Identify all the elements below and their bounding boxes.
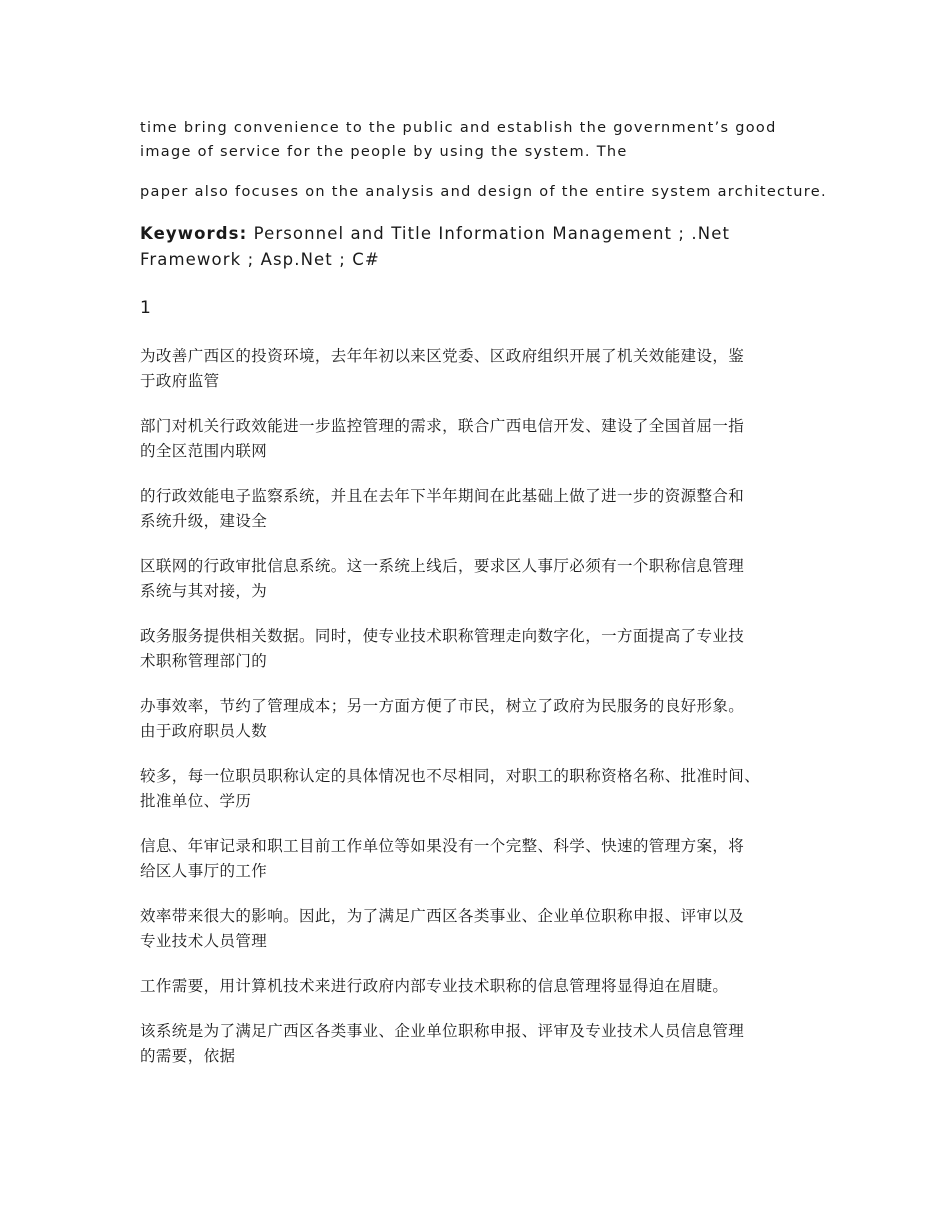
body-line: 办事效率，节约了管理成本；另一方面方便了市民，树立了政府为民服务的良好形象。 <box>140 697 745 715</box>
body-line: 术职称管理部门的 <box>140 652 268 670</box>
document-page <box>140 116 827 1069</box>
body-paragraph <box>140 974 812 999</box>
body-line: 于政府监管 <box>140 372 220 390</box>
keywords-label: Keywords: <box>140 224 248 243</box>
abstract-paragraph-1 <box>140 116 812 164</box>
abstract-line: time bring convenience to the public and establish the government’s good <box>140 120 777 136</box>
body-line: 的行政效能电子监察系统，并且在去年下半年期间在此基础上做了进一步的资源整合和 <box>140 487 745 505</box>
page-number: 1 <box>140 298 151 318</box>
body-line: 区联网的行政审批信息系统。这一系统上线后，要求区人事厅必须有一个职称信息管理 <box>140 557 745 575</box>
body-paragraph <box>140 904 812 954</box>
body-paragraph <box>140 694 812 744</box>
body-paragraph <box>140 1019 812 1069</box>
abstract-paragraph-2 <box>140 180 827 204</box>
body-line: 系统与其对接，为 <box>140 582 268 600</box>
keywords-block <box>140 221 812 273</box>
body-line: 批准单位、学历 <box>140 792 252 810</box>
body-line: 系统升级，建设全 <box>140 512 268 530</box>
body-paragraph <box>140 554 812 604</box>
body-line: 专业技术人员管理 <box>140 932 268 950</box>
body-line: 的全区范围内联网 <box>140 442 268 460</box>
body-paragraph <box>140 484 812 534</box>
body-line: 为改善广西区的投资环境，去年年初以来区党委、区政府组织开展了机关效能建设，鉴 <box>140 347 745 365</box>
body-paragraph <box>140 414 812 464</box>
body-line: 该系统是为了满足广西区各类事业、企业单位职称申报、评审及专业技术人员信息管理 <box>140 1022 745 1040</box>
keywords-text: Personnel and Title Information Management ; .Net <box>247 224 731 243</box>
keywords-line: Framework ; Asp.Net ; C# <box>140 250 380 269</box>
body-paragraph <box>140 834 812 884</box>
body-line: 政务服务提供相关数据。同时，使专业技术职称管理走向数字化，一方面提高了专业技 <box>140 627 745 645</box>
body-text <box>140 344 812 1069</box>
body-line: 较多，每一位职员职称认定的具体情况也不尽相同，对职工的职称资格名称、批准时间、 <box>140 767 761 785</box>
body-line: 的需要，依据 <box>140 1047 236 1065</box>
abstract-line: image of service for the people by using the system. The <box>140 144 628 160</box>
body-line: 工作需要，用计算机技术来进行政府内部专业技术职称的信息管理将显得迫在眉睫。 <box>140 977 729 995</box>
body-paragraph <box>140 624 812 674</box>
body-line: 给区人事厅的工作 <box>140 862 268 880</box>
body-paragraph <box>140 764 812 814</box>
body-line: 信息、年审记录和职工目前工作单位等如果没有一个完整、科学、快速的管理方案，将 <box>140 837 745 855</box>
body-line: 效率带来很大的影响。因此，为了满足广西区各类事业、企业单位职称申报、评审以及 <box>140 907 745 925</box>
keywords-line <box>140 221 812 247</box>
body-line: 部门对机关行政效能进一步监控管理的需求，联合广西电信开发、建设了全国首屈一指 <box>140 417 745 435</box>
body-paragraph <box>140 344 812 394</box>
abstract-line: paper also focuses on the analysis and design of the entire system architecture. <box>140 184 827 200</box>
body-line: 由于政府职员人数 <box>140 722 268 740</box>
